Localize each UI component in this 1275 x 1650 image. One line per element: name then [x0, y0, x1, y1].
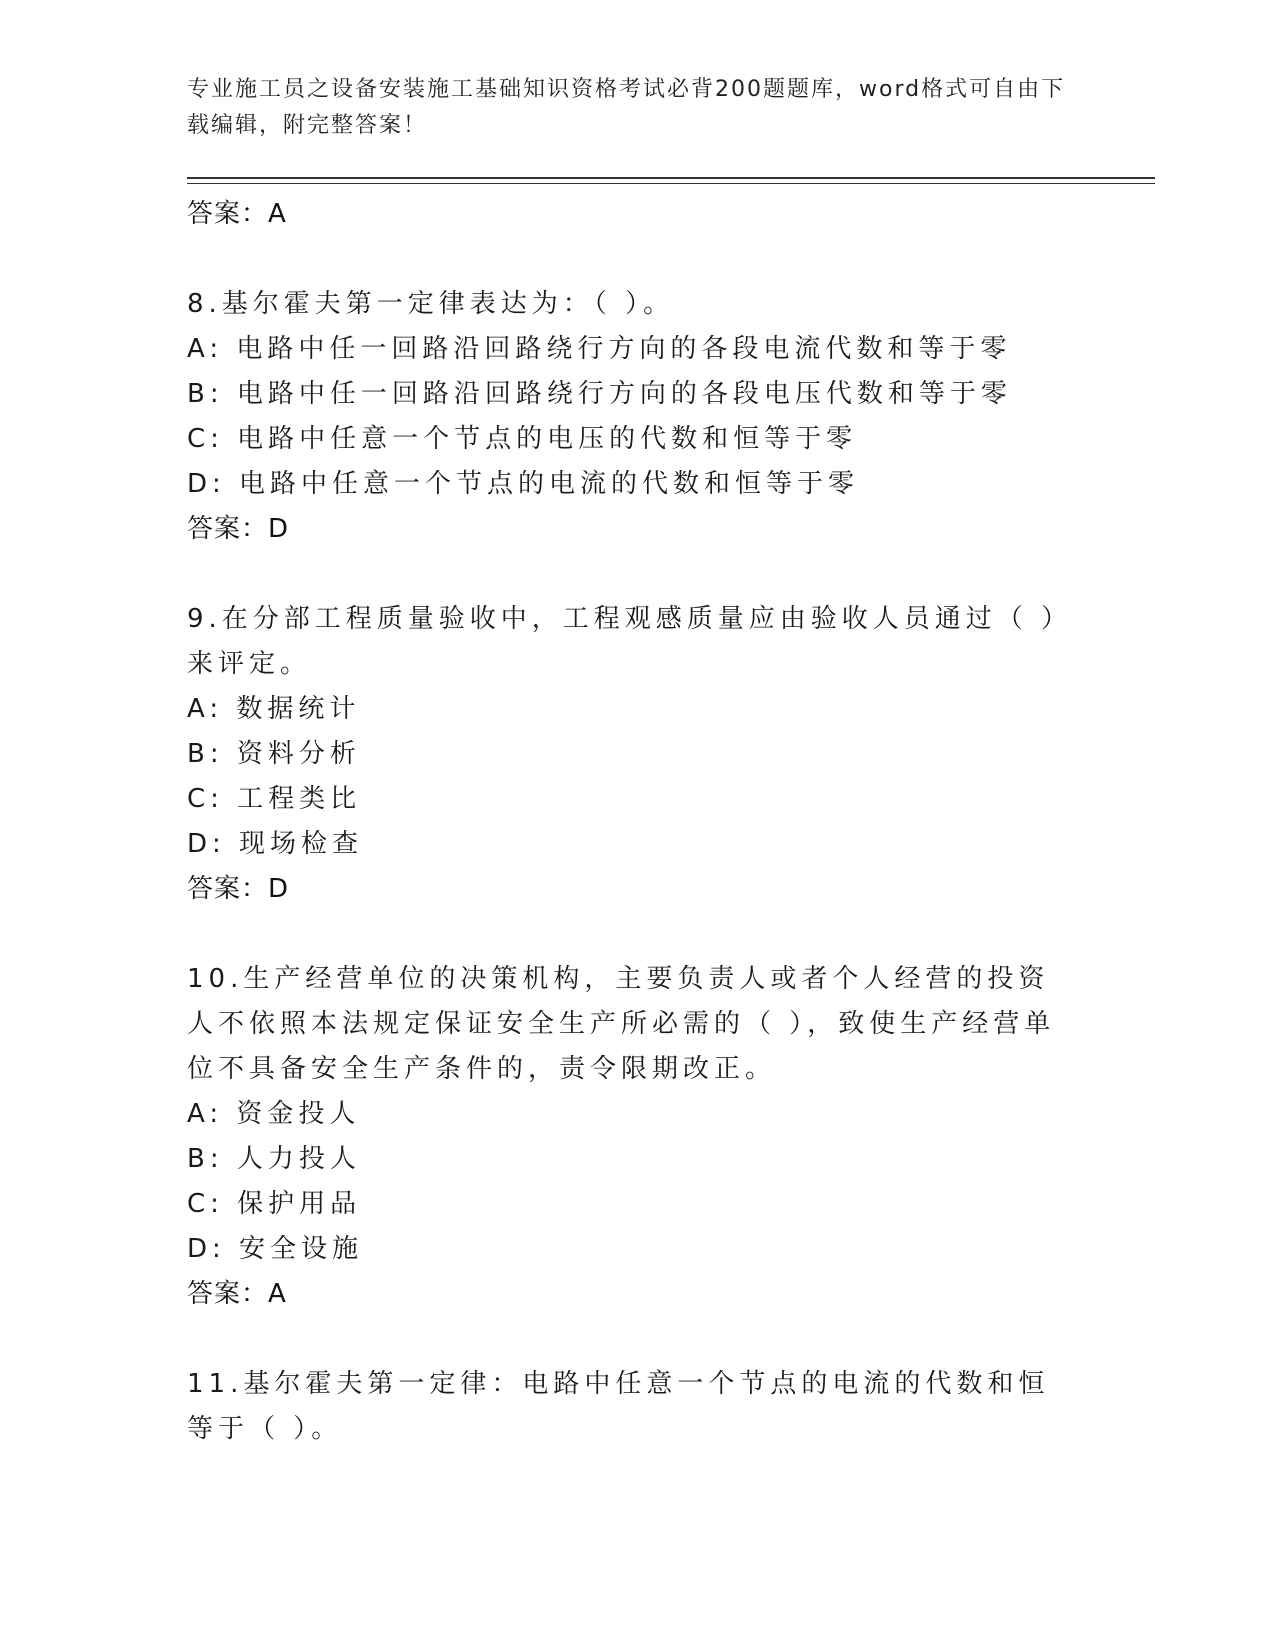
question-block: [187, 282, 1067, 552]
option-b: B: 资料分析: [187, 739, 361, 769]
header-rule-thick: [187, 177, 1155, 179]
question-stem: 9.在分部工程质量验收中，工程观感质量应由验收人员通过（ ）来评定。: [187, 604, 1060, 679]
question-stem: 11.基尔霍夫第一定律：电路中任意一个节点的电流的代数和恒等于（ ）。: [187, 1369, 1050, 1444]
answer-line: 答案：A: [187, 1279, 287, 1309]
question-stem: 8.基尔霍夫第一定律表达为：（ ）。: [187, 289, 675, 319]
option-d: D: 安全设施: [187, 1234, 364, 1264]
option-c: C: 保护用品: [187, 1189, 362, 1219]
question-block: [187, 957, 1067, 1317]
question-stem: 10.生产经营单位的决策机构，主要负责人或者个人经营的投资人不依照本法规定保证安全生产所必需的（ ），致使生产经营单位不具备安全生产条件的，责令限期改正。: [187, 964, 1056, 1084]
option-a: A: 数据统计: [187, 694, 361, 724]
option-d: D: 现场检查: [187, 829, 364, 859]
question-list: [187, 192, 1067, 1452]
option-d: D: 电路中任意一个节点的电流的代数和恒等于零: [187, 469, 860, 499]
option-a: A: 资金投人: [187, 1099, 361, 1129]
option-c: C: 电路中任意一个节点的电压的代数和恒等于零: [187, 424, 858, 454]
document-header: 专业施工员之设备安装施工基础知识资格考试必背200题题库，word格式可自由下载编辑，附完整答案！: [187, 77, 1066, 138]
question-block: [187, 597, 1067, 912]
answer-line: 答案：D: [187, 874, 290, 904]
option-c: C: 工程类比: [187, 784, 362, 814]
option-b: B: 电路中任一回路沿回路绕行方向的各段电压代数和等于零: [187, 379, 1012, 409]
option-b: B: 人力投人: [187, 1144, 361, 1174]
answer-line: 答案：D: [187, 514, 290, 544]
option-a: A: 电路中任一回路沿回路绕行方向的各段电流代数和等于零: [187, 334, 1012, 364]
answer-line: 答案：A: [187, 199, 287, 229]
question-block: [187, 1362, 1067, 1452]
header-rule-thin: [187, 183, 1155, 184]
